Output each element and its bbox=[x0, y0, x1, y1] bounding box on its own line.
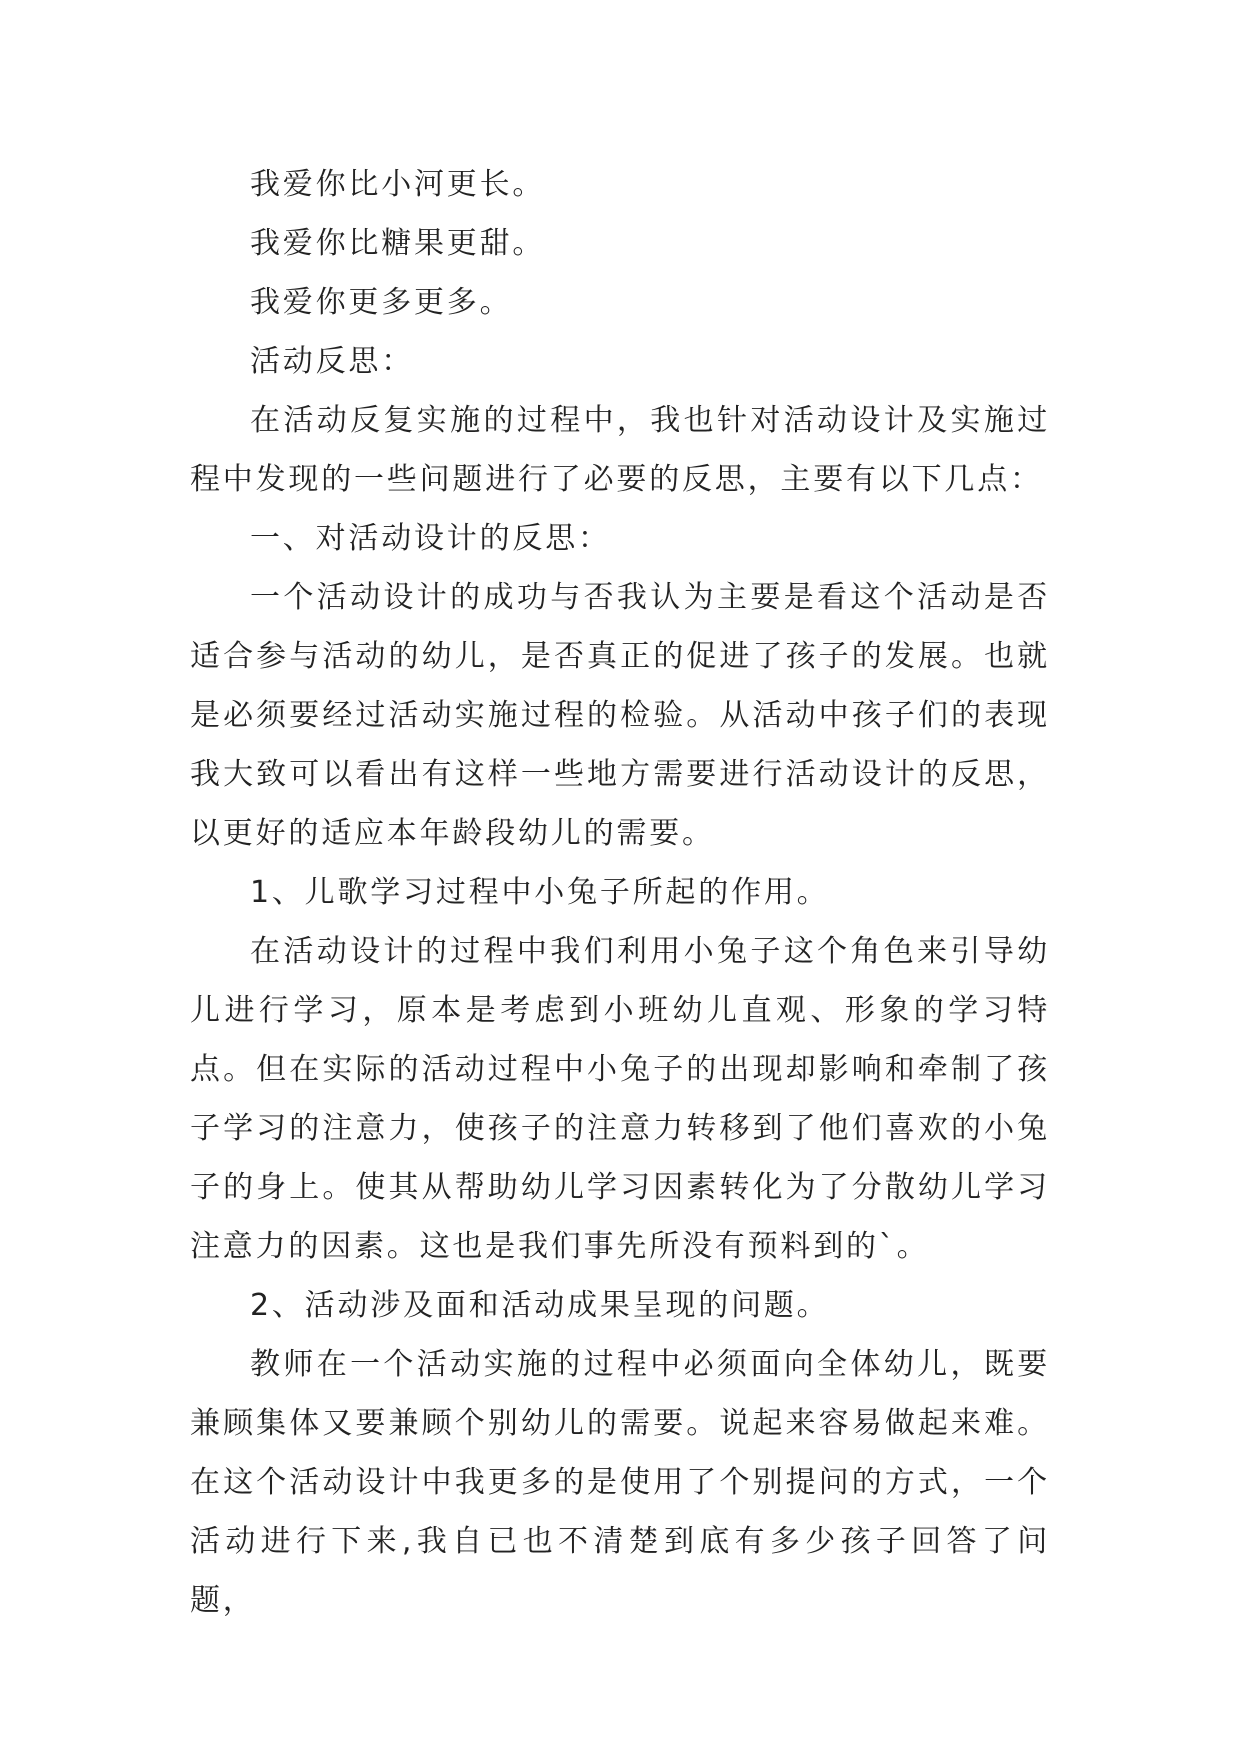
subsection-heading: 2、活动涉及面和活动成果呈现的问题。 bbox=[250, 1288, 830, 1323]
paragraph: 在活动反复实施的过程中，我也针对活动设计及实施过程中发现的一些问题进行了必要的反思，主要有以下几点： bbox=[190, 403, 1050, 497]
paragraph: 在活动设计的过程中我们利用小兔子这个角色来引导幼儿进行学习，原本是考虑到小班幼儿直观、形象的学习特点。但在实际的活动过程中小兔子的出现却影响和牵制了孩子学习的注意力，使孩子的注意力转移到了他们喜欢的小兔子的身上。使其从帮助幼儿学习因素转化为了分散幼儿学习注意力的因素。这也是我们事先所没有预料到的`。 bbox=[190, 934, 1050, 1264]
paragraph: 我爱你更多更多。 bbox=[250, 285, 513, 320]
paragraph: 我爱你比糖果更甜。 bbox=[250, 226, 546, 261]
paragraph: 我爱你比小河更长。 bbox=[250, 167, 546, 202]
paragraph: 一个活动设计的成功与否我认为主要是看这个活动是否适合参与活动的幼儿，是否真正的促进了孩子的发展。也就是必须要经过活动实施过程的检验。从活动中孩子们的表现我大致可以看出有这样一些地方需要进行活动设计的反思，以更好的适应本年龄段幼儿的需要。 bbox=[190, 580, 1050, 851]
paragraph: 教师在一个活动实施的过程中必须面向全体幼儿，既要兼顾集体又要兼顾个别幼儿的需要。说起来容易做起来难。在这个活动设计中我更多的是使用了个别提问的方式，一个活动进行下来,我自已也不清楚到底有多少孩子回答了问题， bbox=[190, 1347, 1050, 1618]
subsection-heading: 1、儿歌学习过程中小兔子所起的作用。 bbox=[250, 875, 830, 910]
document-body bbox=[190, 155, 1050, 1630]
section-heading: 一、对活动设计的反思： bbox=[250, 521, 611, 556]
section-heading: 活动反思： bbox=[250, 344, 414, 379]
